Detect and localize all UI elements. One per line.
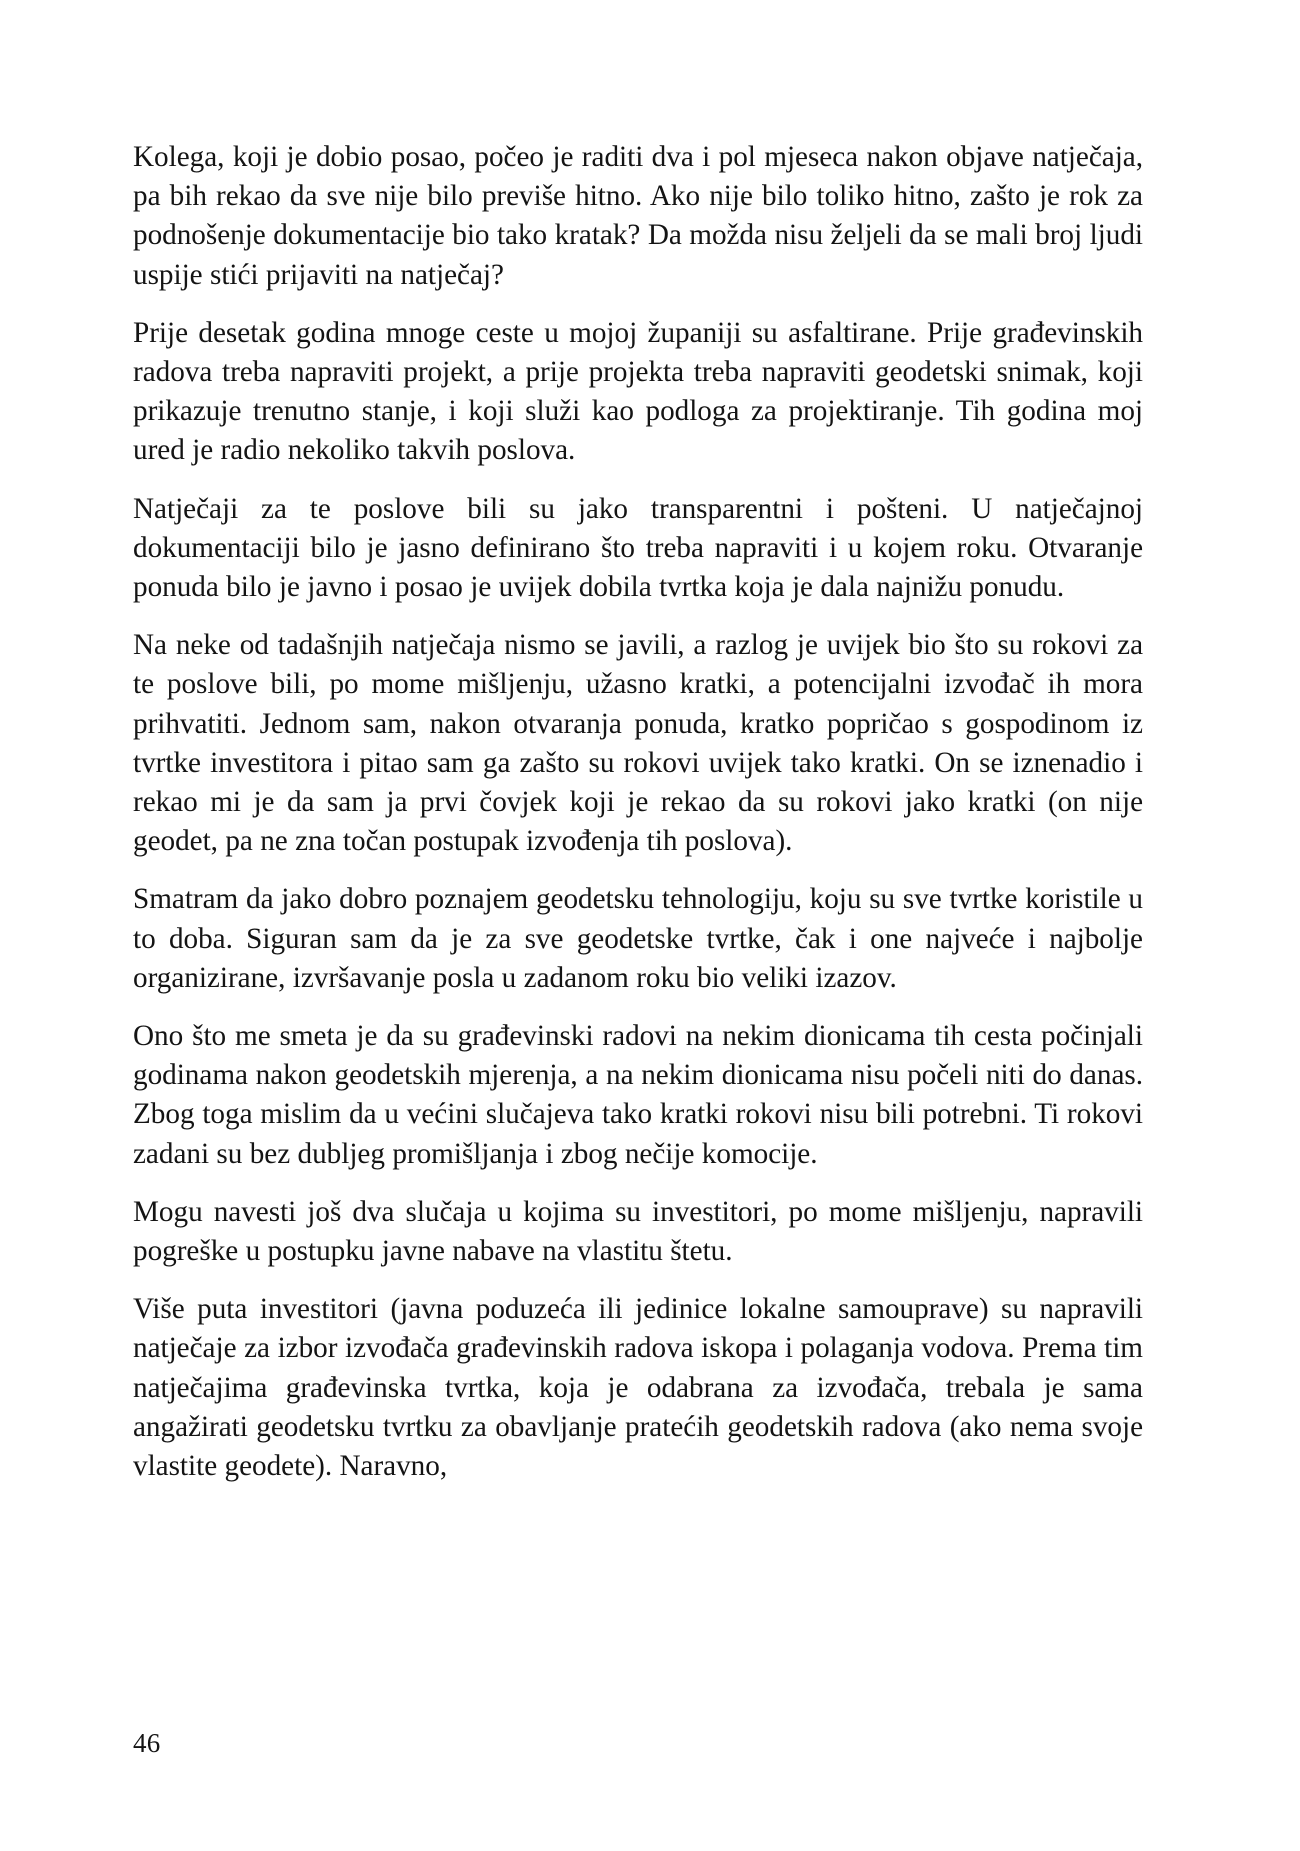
page-number: 46 [133, 1728, 161, 1758]
paragraph: Smatram da jako dobro poznajem geodetsku tehnologiju, koju su sve tvrtke koristile u to doba. Siguran sam da je za sve geodetske tvrtke, čak i one najveće i najbolje organizirane, izvršavanje posla u zadanom roku bio veliki izazov. [133, 883, 1143, 994]
paragraph: Natječaji za te poslove bili su jako transparentni i pošteni. U natječajnoj dokumentaciji bilo je jasno definirano što treba napraviti i u kojem roku. Otvaranje ponuda bilo je javno i posao je uvijek dobila tvrtka koja je dala najnižu ponudu. [133, 492, 1143, 604]
paragraph: Na neke od tadašnjih natječaja nismo se javili, a razlog je uvijek bio što su rokovi za te poslove bili, po mome mišljenju, užasno kratki, a potencijalni izvođač ih mora prihvatiti. Jednom sam, nakon otvaranja ponuda, kratko popričao s gospodinom iz tvrtke investitora i pitao sam ga zašto su rokovi uvijek tako kratki. On se iznenadio i rekao mi je da sam ja prvi čovjek koji je rekao da su rokovi jako kratki (on nije geodet, pa ne zna točan postupak izvođenja tih poslova). [133, 629, 1143, 858]
paragraph: Ono što me smeta je da su građevinski radovi na nekim dionicama tih cesta počinjali godinama nakon geodetskih mjerenja, a na nekim dionicama nisu počeli niti do danas. Zbog toga mislim da u većini slučajeva tako kratki rokovi nisu bili potrebni. Ti rokovi zadani su bez dubljeg promišljanja i zbog nečije komocije. [133, 1020, 1143, 1170]
paragraph: Kolega, koji je dobio posao, počeo je raditi dva i pol mjeseca nakon objave natječaja, pa bih rekao da sve nije bilo previše hitno. Ako nije bilo toliko hitno, zašto je rok za podnošenje dokumentacije bio tako kratak? Da možda nisu željeli da se mali broj ljudi uspije stići prijaviti na natječaj? [133, 141, 1143, 291]
body-text-block [133, 138, 1143, 1486]
paragraph: Mogu navesti još dva slučaja u kojima su investitori, po mome mišljenju, napravili pogreške u postupku javne nabave na vlastitu štetu. [133, 1195, 1143, 1268]
paragraph: Više puta investitori (javna poduzeća ili jedinice lokalne samouprave) su napravili natječaje za izbor izvođača građevinskih radova iskopa i polaganja vodova. Prema tim natječajima građevinska tvrtka, koja je odabrana za izvođača, trebala je sama angažirati geodetsku tvrtku za obavljanje pratećih geodetskih radova (ako nema svoje vlastite geodete). Naravno, [133, 1293, 1143, 1483]
paragraph: Prije desetak godina mnoge ceste u mojoj županiji su asfaltirane. Prije građevinskih radova treba napraviti projekt, a prije projekta treba napraviti geodetski snimak, koji prikazuje trenutno stanje, i koji služi kao podloga za projektiranje. Tih godina moj ured je radio nekoliko takvih poslova. [133, 316, 1143, 467]
